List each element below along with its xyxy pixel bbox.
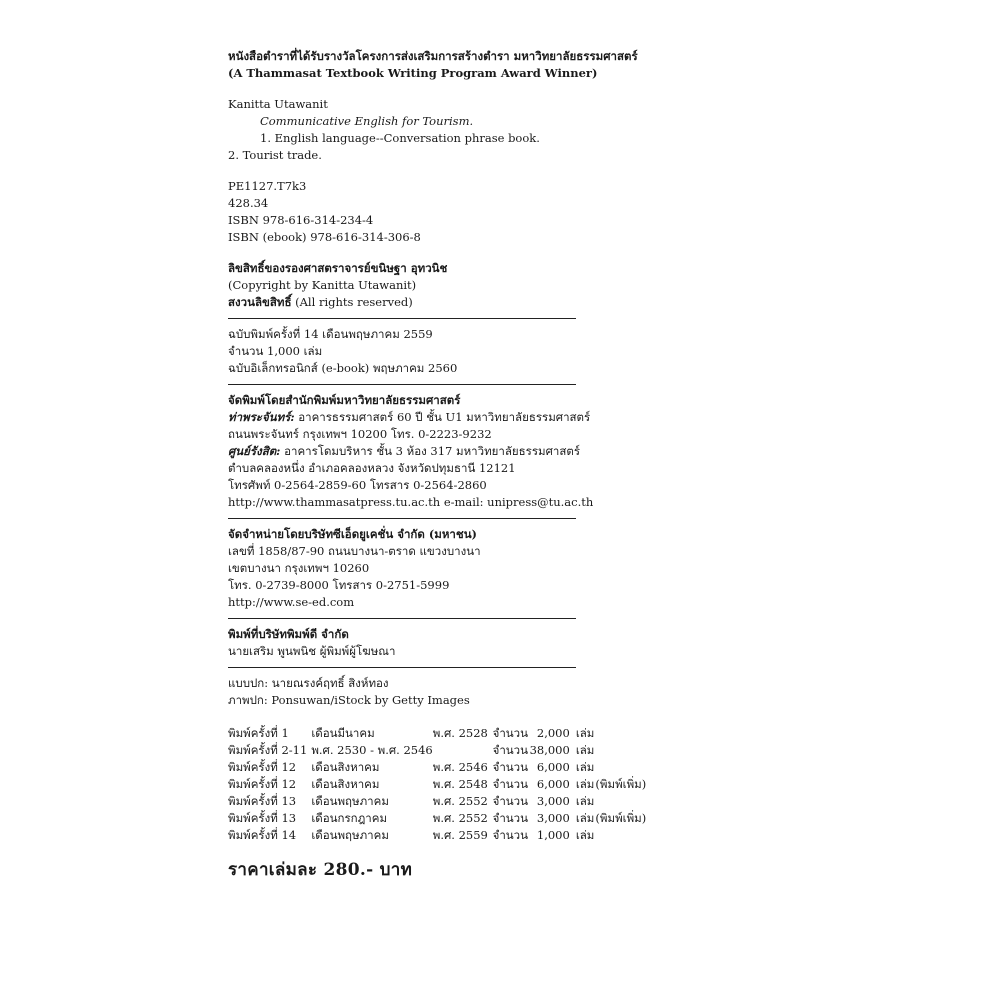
printing-year: พ.ศ. 2552 (432, 794, 488, 808)
printing-year: พ.ศ. 2528 (432, 726, 488, 740)
edition-block (228, 326, 648, 377)
isbn-ebook: ISBN (ebook) 978-616-314-306-8 (228, 230, 421, 244)
distributor-address-1: เลขที่ 1858/87-90 ถนนบางนา-ตราด แขวงบางนา (228, 544, 481, 558)
printer-block (228, 626, 648, 660)
printer-person: นายเสริม พูนพนิช ผู้พิมพ์ผู้โฆษณา (228, 644, 396, 658)
divider (228, 667, 576, 668)
call-number: PE1127.T7k3 (228, 179, 307, 193)
printing-row (228, 725, 648, 742)
distributor-phone: โทร. 0-2739-8000 โทรสาร 0-2751-5999 (228, 578, 450, 592)
printing-qty-label: จำนวน (492, 828, 528, 842)
divider (228, 518, 576, 519)
award-english: (A Thammasat Textbook Writing Program Award Winner) (228, 66, 598, 80)
catalog-block (228, 96, 648, 246)
printing-qty-label: จำนวน (492, 794, 528, 808)
printing-unit: เล่ม (575, 726, 595, 740)
printing-year: พ.ศ. 2548 (432, 777, 488, 791)
printing-label: พิมพ์ครั้งที่ 13 (228, 794, 297, 808)
rights-reserved-english: (All rights reserved) (295, 295, 413, 309)
price: ราคาเล่มละ 280.- บาท (228, 860, 413, 880)
printing-row (228, 776, 648, 793)
printing-label: พิมพ์ครั้งที่ 2-11 (228, 743, 308, 757)
printing-row (228, 827, 648, 844)
copyright-owner-english: (Copyright by Kanitta Utawanit) (228, 278, 417, 292)
tha-prachan-address-1: อาคารธรรมศาสตร์ 60 ปี ชั้น U1 มหาวิทยาลัยธรรมศาสตร์ (298, 410, 591, 424)
printing-label: พิมพ์ครั้งที่ 12 (228, 777, 297, 791)
printing-qty-label: จำนวน (492, 760, 528, 774)
catalog-subject-1: 1. English language--Conversation phrase book. (260, 131, 540, 145)
publisher-heading: จัดพิมพ์โดยสำนักพิมพ์มหาวิทยาลัยธรรมศาสตร์ (228, 393, 461, 407)
publisher-block (228, 392, 648, 511)
printing-unit: เล่ม (575, 777, 595, 791)
catalog-subject-2: 2. Tourist trade. (228, 148, 322, 162)
printing-year: พ.ศ. 2546 (432, 760, 488, 774)
printing-year: พ.ศ. 2559 (432, 828, 488, 842)
cover-block (228, 675, 648, 709)
printing-note (595, 759, 648, 776)
distributor-heading: จัดจำหน่ายโดยบริษัทซีเอ็ดยูเคชั่น จำกัด (มหาชน) (228, 527, 478, 541)
publisher-phone: โทรศัพท์ 0-2564-2859-60 โทรสาร 0-2564-2860 (228, 478, 487, 492)
printing-note: (พิมพ์เพิ่ม) (595, 811, 647, 825)
printing-month: เดือนกรกฎาคม (311, 811, 388, 825)
rights-reserved-thai: สงวนลิขสิทธิ์ (228, 295, 292, 309)
printing-note (595, 742, 648, 759)
printing-row (228, 810, 648, 827)
printing-unit: เล่ม (575, 828, 595, 842)
printing-note: (พิมพ์เพิ่ม) (595, 777, 647, 791)
divider (228, 618, 576, 619)
printing-label: พิมพ์ครั้งที่ 1 (228, 726, 289, 740)
printing-qty: 6,000 (536, 760, 570, 774)
tha-prachan-label: ท่าพระจันทร์: (228, 410, 295, 424)
copyright-owner-thai: ลิขสิทธิ์ของรองศาสตราจารย์ขนิษฐา อุทวนิช (228, 261, 448, 275)
printing-qty: 2,000 (536, 726, 570, 740)
distributor-address-2: เขตบางนา กรุงเทพฯ 10260 (228, 561, 370, 575)
printing-qty: 3,000 (536, 794, 570, 808)
divider (228, 384, 576, 385)
printing-qty-label: จำนวน (492, 743, 528, 757)
award-thai: หนังสือตำราที่ได้รับรางวัลโครงการส่งเสริมการสร้างตำรา มหาวิทยาลัยธรรมศาสตร์ (228, 49, 638, 63)
printing-year (433, 742, 493, 759)
printing-row (228, 759, 648, 776)
printing-qty: 38,000 (529, 743, 570, 757)
printing-month: พ.ศ. 2530 - พ.ศ. 2546 (311, 743, 433, 757)
catalog-author: Kanitta Utawanit (228, 97, 328, 111)
printing-qty-label: จำนวน (492, 811, 528, 825)
printing-qty-label: จำนวน (492, 777, 528, 791)
catalog-title: Communicative English for Tourism. (260, 114, 474, 128)
printing-label: พิมพ์ครั้งที่ 13 (228, 811, 297, 825)
edition-line-1: ฉบับพิมพ์ครั้งที่ 14 เดือนพฤษภาคม 2559 (228, 327, 433, 341)
printing-note (595, 725, 648, 742)
rangsit-address-2: ตำบลคลองหนึ่ง อำเภอคลองหลวง จังหวัดปทุมธานี 12121 (228, 461, 516, 475)
distributor-web: http://www.se-ed.com (228, 595, 355, 609)
printing-unit: เล่ม (575, 794, 595, 808)
distributor-block (228, 526, 648, 611)
dewey-number: 428.34 (228, 196, 269, 210)
printing-qty: 6,000 (536, 777, 570, 791)
isbn: ISBN 978-616-314-234-4 (228, 213, 374, 227)
printing-month: เดือนพฤษภาคม (311, 828, 389, 842)
printing-row (228, 742, 648, 759)
printing-note (595, 827, 648, 844)
copyright-block (228, 260, 648, 311)
printing-month: เดือนสิงหาคม (311, 777, 380, 791)
printing-month: เดือนมีนาคม (311, 726, 375, 740)
divider (228, 318, 576, 319)
printing-qty: 1,000 (536, 828, 570, 842)
printing-qty: 3,000 (536, 811, 570, 825)
printing-qty-label: จำนวน (492, 726, 528, 740)
edition-line-2: จำนวน 1,000 เล่ม (228, 344, 323, 358)
edition-line-3: ฉบับอิเล็กทรอนิกส์ (e-book) พฤษภาคม 2560 (228, 361, 458, 375)
copyright-page (228, 48, 648, 883)
printing-unit: เล่ม (575, 760, 595, 774)
printing-history-table (228, 725, 648, 844)
rangsit-address-1: อาคารโดมบริหาร ชั้น 3 ห้อง 317 มหาวิทยาลัยธรรมศาสตร์ (284, 444, 581, 458)
cover-image-credit: ภาพปก: Ponsuwan/iStock by Getty Images (228, 693, 470, 707)
printing-month: เดือนพฤษภาคม (311, 794, 389, 808)
printing-label: พิมพ์ครั้งที่ 12 (228, 760, 297, 774)
printing-year: พ.ศ. 2552 (432, 811, 488, 825)
rangsit-label: ศูนย์รังสิต: (228, 444, 281, 458)
cover-design: แบบปก: นายณรงค์ฤทธิ์ สิงห์ทอง (228, 676, 389, 690)
printing-month: เดือนสิงหาคม (311, 760, 380, 774)
publisher-web: http://www.thammasatpress.tu.ac.th e-mail: unipress@tu.ac.th (228, 495, 594, 509)
printing-row (228, 793, 648, 810)
printing-label: พิมพ์ครั้งที่ 14 (228, 828, 297, 842)
printer-heading: พิมพ์ที่บริษัทพิมพ์ดี จำกัด (228, 627, 349, 641)
printing-unit: เล่ม (575, 743, 595, 757)
printing-note (595, 793, 648, 810)
printing-unit: เล่ม (575, 811, 595, 825)
tha-prachan-address-2: ถนนพระจันทร์ กรุงเทพฯ 10200 โทร. 0-2223-9232 (228, 427, 492, 441)
